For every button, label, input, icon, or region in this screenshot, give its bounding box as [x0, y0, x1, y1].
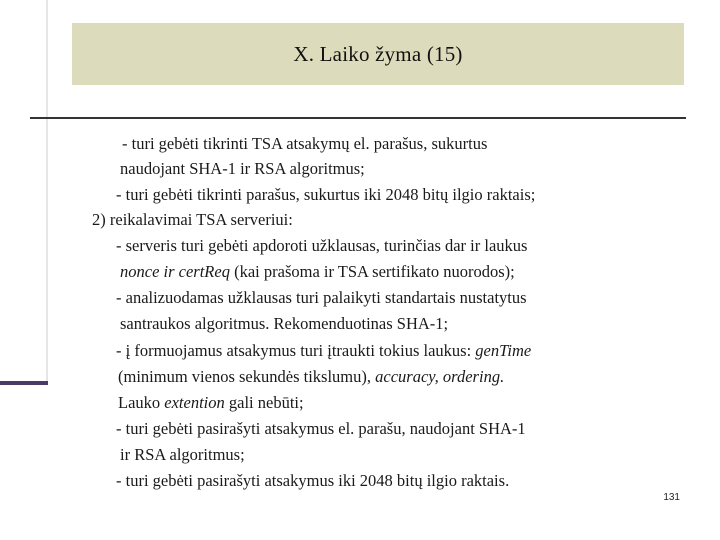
page-number: 131: [663, 492, 680, 503]
body-line-5: - serveris turi gebėti apdoroti užklausas, turinčias dar ir laukus: [116, 236, 528, 255]
body-line-11-start: Lauko: [118, 393, 165, 412]
body-line-4: 2) reikalavimai TSA serveriui:: [92, 210, 293, 229]
body-line-2: naudojant SHA-1 ir RSA algoritmus;: [120, 159, 365, 178]
body-line-1: - turi gebėti tikrinti TSA atsakymų el. parašus, sukurtus: [122, 134, 488, 153]
body-line-14: - turi gebėti pasirašyti atsakymus iki 2048 bitų ilgio raktais.: [116, 471, 510, 490]
body-line-9-text: - į formuojamus atsakymus turi įtraukti tokius laukus:: [116, 341, 476, 360]
body-line-6-rest: (kai prašoma ir TSA sertifikato nuorodos);: [229, 262, 515, 281]
body-line-10-text: (minimum vienos sekundės tikslumu),: [118, 367, 376, 386]
body-line-10-italic: accuracy, ordering.: [375, 367, 505, 386]
body-line-10: [118, 367, 504, 387]
body-line-7: - analizuodamas užklausas turi palaikyti standartais nustatytus: [116, 288, 527, 307]
body-line-6: [120, 262, 515, 282]
body-line-11-italic: extention: [164, 393, 225, 412]
body-line-13: ir RSA algoritmus;: [120, 445, 245, 464]
body-line-11: [118, 393, 304, 413]
body-line-11-end: gali nebūti;: [224, 393, 304, 412]
body-line-3: - turi gebėti tikrinti parašus, sukurtus iki 2048 bitų ilgio raktais;: [116, 185, 536, 204]
body-line-9-italic: genTime: [475, 341, 532, 360]
body-line-9: [116, 341, 531, 361]
body-line-12: - turi gebėti pasirašyti atsakymus el. parašu, naudojant SHA-1: [116, 419, 526, 438]
body-line-8: santraukos algoritmus. Rekomenduotinas SHA-1;: [120, 314, 449, 333]
slide-title: X. Laiko žyma (15): [293, 42, 463, 66]
body-line-6-italic: nonce ir certReq: [120, 262, 230, 281]
